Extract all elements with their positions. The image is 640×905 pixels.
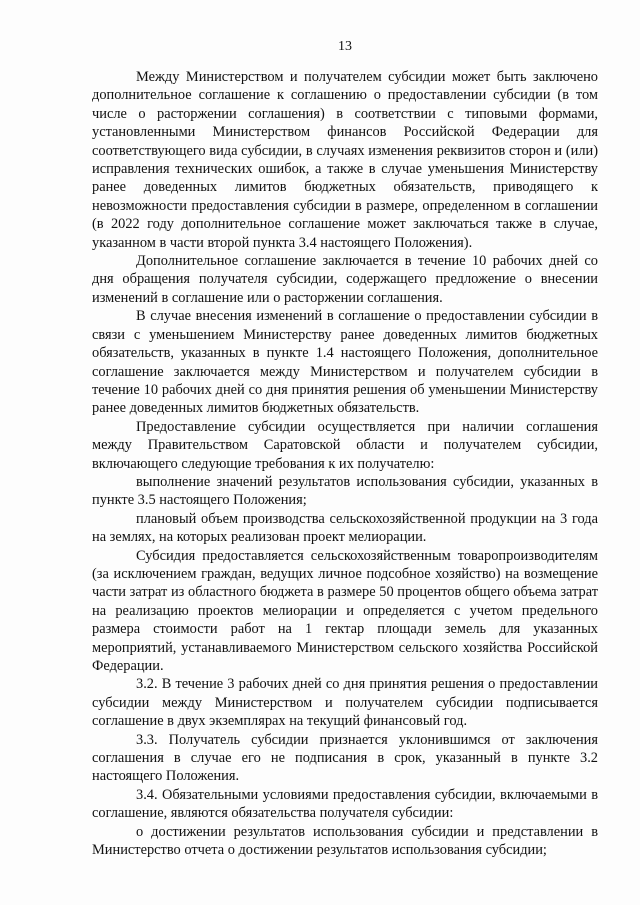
paragraph-requirement-results: выполнение значений результатов использования субсидии, указанных в пункте 3.5 настоящего Положения;	[92, 473, 598, 509]
paragraph-requirement-production: плановый объем производства сельскохозяйственной продукции на 3 года на землях, на которых реализован проект мелиорации.	[92, 510, 598, 546]
paragraph-limits-reduction: В случае внесения изменений в соглашение о предоставлении субсидии в связи с уменьшением Министерству ранее доведенных лимитов бюджетных обязательств, указанных в пункте 1.4 настоящего Положения, дополнительное соглашение заключается между Министерством и получателем субсидии в течение 10 рабочих дней со дня принятия решения об уменьшении Министерству ранее доведенных лимитов бюджетных обязательств.	[92, 308, 598, 417]
paragraph-section-3-2: 3.2. В течение 3 рабочих дней со дня принятия решения о предоставлении субсидии между Министерством и получателем субсидии подписывается соглашение в двух экземплярах на текущий финансовый год.	[92, 676, 598, 730]
paragraph-results-report: о достижении результатов использования субсидии и представлении в Министерство отчета о достижении результатов использования субсидии;	[92, 823, 598, 859]
document-body	[92, 68, 598, 859]
paragraph-subsidy-recipients: Субсидия предоставляется сельскохозяйственным товаропроизводителям (за исключением граждан, ведущих личное подсобное хозяйство) на возмещение части затрат из областного бюджета в размере 50 процентов общего объема затрат на реализацию проектов мелиорации и определяется с учетом предельного размера стоимости работ на 1 гектар площади земель для указанных мероприятий, устанавливаемого Министерством сельского хозяйства Российской Федерации.	[92, 547, 598, 674]
page-number: 13	[338, 39, 352, 54]
paragraph-agreement-term: Дополнительное соглашение заключается в течение 10 рабочих дней со дня обращения получателя субсидии, содержащего предложение о внесении изменений в соглашение или о расторжении соглашения.	[92, 253, 598, 306]
paragraph-additional-agreement: Между Министерством и получателем субсидии может быть заключено дополнительное соглашение к соглашению о предоставлении субсидии (в том числе о расторжении соглашения) в соответствии с типовыми формами, установленными Министерством финансов Российской Федерации для соответствующего вида субсидии, в случаях изменения реквизитов сторон и (или) исправления технических ошибок, а также в случае уменьшения Министерству ранее доведенных лимитов бюджетных обязательств, приводящего к невозможности предоставления субсидии в размере, определенном в соглашении (в 2022 году дополнительное соглашение может заключаться также в случае, указанном в части второй пункта 3.4 настоящего Положения).	[92, 69, 598, 251]
paragraph-subsidy-conditions: Предоставление субсидии осуществляется при наличии соглашения между Правительством Саратовской области и получателем субсидии, включающего следующие требования к их получателю:	[92, 418, 598, 472]
paragraph-section-3-3: 3.3. Получатель субсидии признается уклонившимся от заключения соглашения в случае его не подписания в срок, указанный в пункте 3.2 настоящего Положения.	[92, 731, 598, 785]
paragraph-section-3-4: 3.4. Обязательными условиями предоставления субсидии, включаемыми в соглашение, являются обязательства получателя субсидии:	[92, 786, 598, 822]
